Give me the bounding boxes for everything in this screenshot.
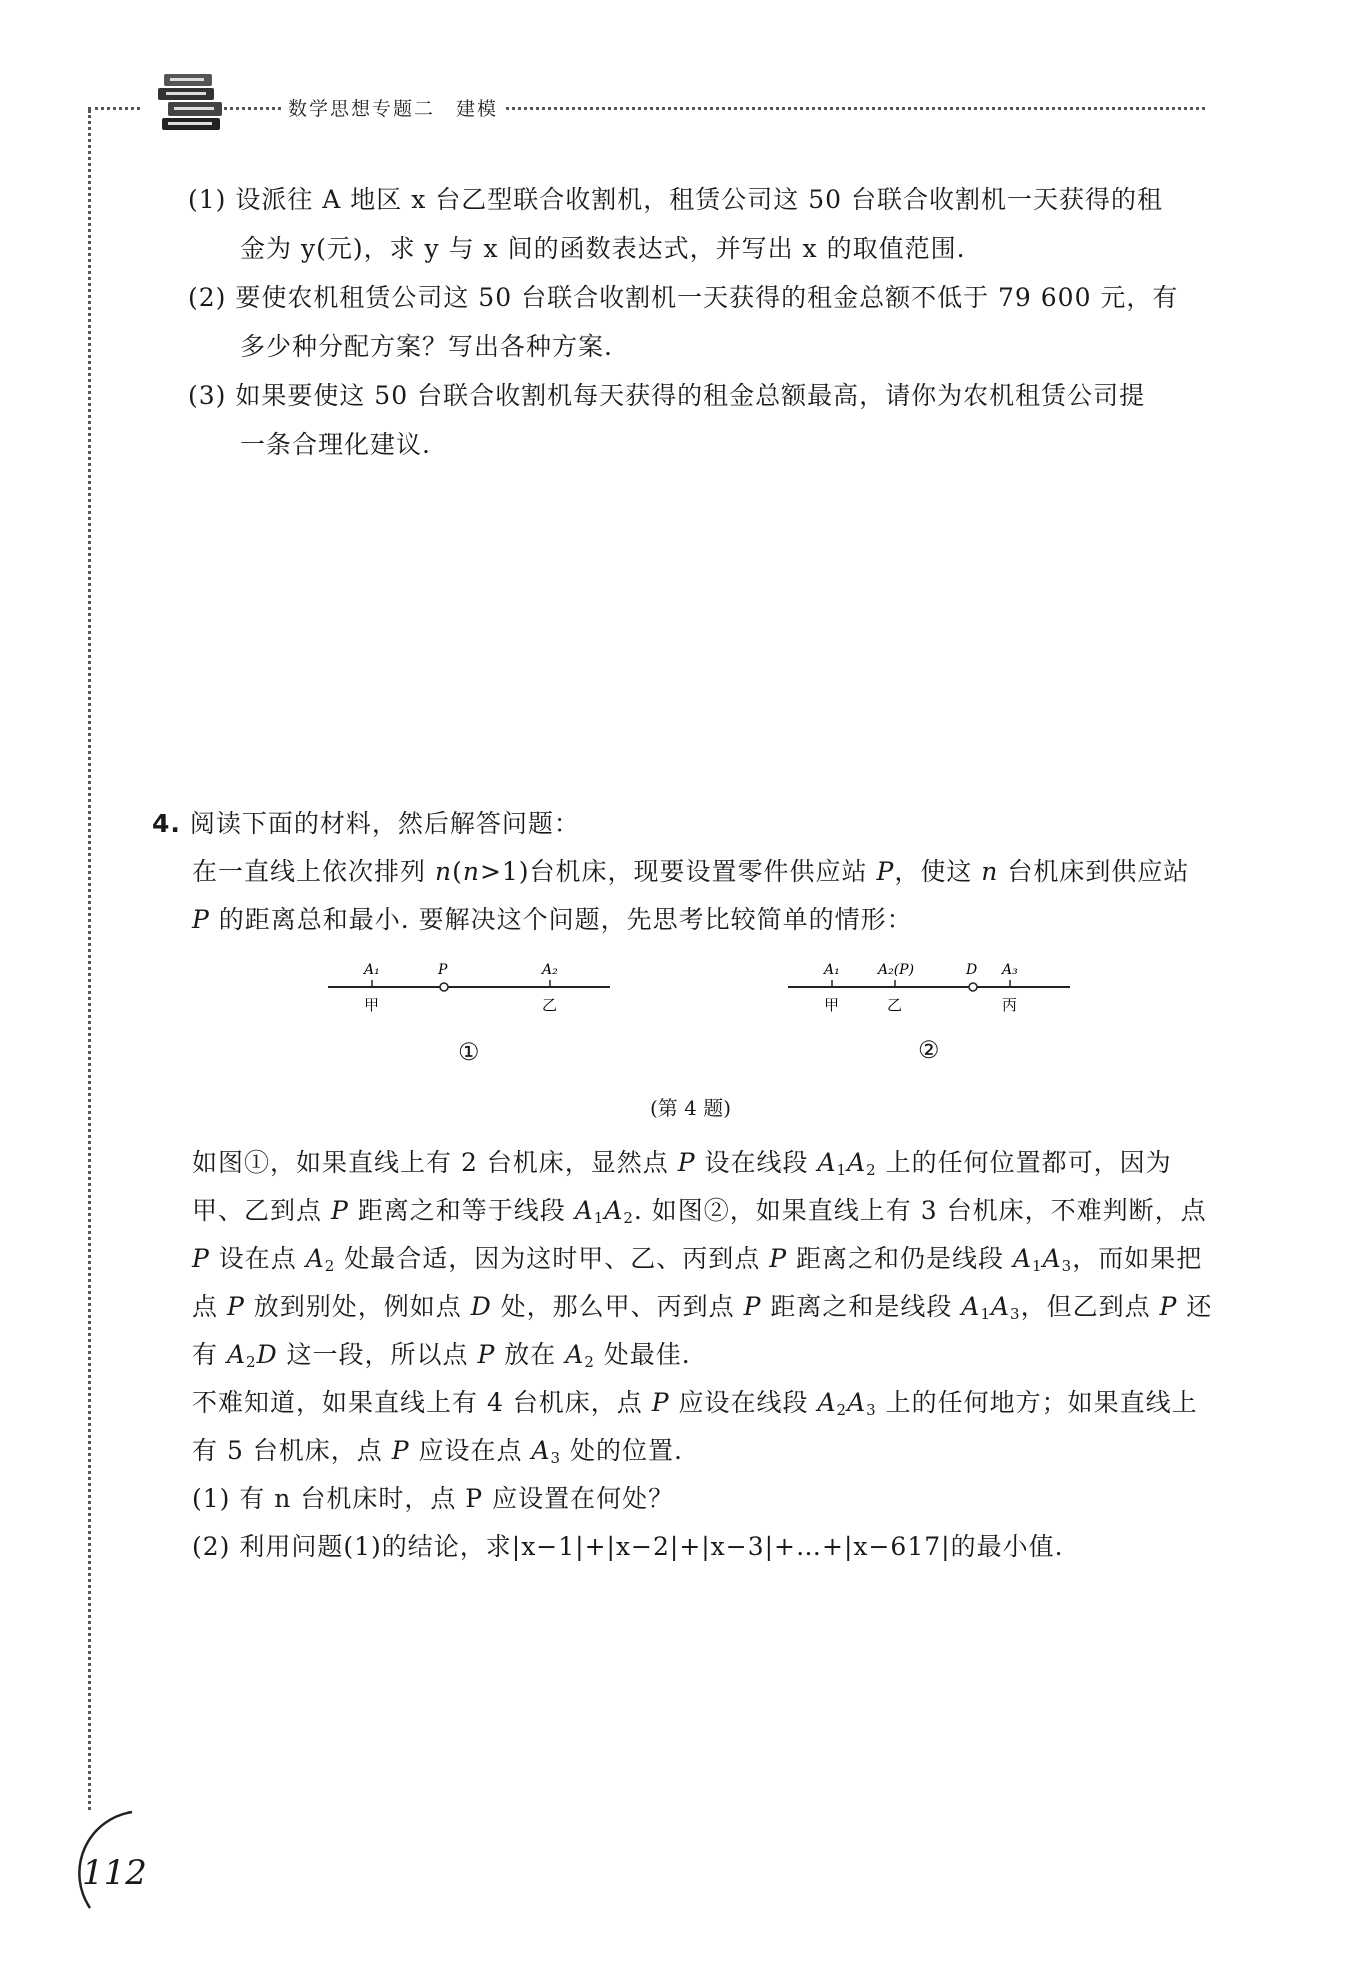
q4-number: 4. <box>152 809 181 838</box>
q4-question-2: (2) 利用问题(1)的结论，求|x−1|+|x−2|+|x−3|+…+|x−617|的最小值. <box>192 1532 1064 1561</box>
q4-material-line1: 在一直线上依次排列 n(n>1)台机床，现要设置零件供应站 P，使这 n 台机床到供应站 <box>192 857 1190 886</box>
fig1-label-a2: A₂ <box>542 962 558 978</box>
page-number: 112 <box>82 1853 147 1893</box>
q4-explain-line5: 有 $A_2D$ 这一段，所以点 P 放在 $A_2$ 处最佳. <box>192 1340 691 1371</box>
fig1-point-p <box>440 983 448 991</box>
q4-heading <box>152 807 580 841</box>
frame-dotted-line-left <box>88 110 91 1810</box>
figure-1-label: ① <box>458 1038 480 1066</box>
fig2-place-yi: 乙 <box>887 996 903 1014</box>
fig2-place-jia: 甲 <box>824 996 840 1014</box>
fig2-label-a1: A₁ <box>824 962 840 978</box>
q3-part2-line1: (2) 要使农机租赁公司这 50 台联合收割机一天获得的租金总额不低于 79 600 元，有 <box>188 283 1179 312</box>
q4-explain-line3: P 设在点 $A_2$ 处最合适，因为这时甲、乙、丙到点 P 距离之和仍是线段 $A_1A_3$，而如果把 <box>192 1244 1203 1275</box>
q4-explain-line1: 如图①，如果直线上有 2 台机床，显然点 P 设在线段 $A_1A_2$ 上的任何位置都可，因为 <box>192 1148 1172 1179</box>
fig2-point-d <box>969 983 977 991</box>
figure-1-diagram <box>320 955 620 1025</box>
q4-explain-line4: 点 P 放到别处，例如点 D 处，那么甲、丙到点 P 距离之和是线段 $A_1A_3$，但乙到点 P 还 <box>192 1292 1213 1323</box>
q4-question-1: (1) 有 n 台机床时，点 P 应设置在何处？ <box>192 1484 675 1513</box>
q3-part1-line1: (1) 设派往 A 地区 x 台乙型联合收割机，租赁公司这 50 台联合收割机一天获得的租 <box>188 185 1164 214</box>
q3-part2-line2: 多少种分配方案？写出各种方案. <box>240 332 613 361</box>
fig1-place-jia: 甲 <box>364 996 380 1014</box>
q3-part3-line1: (3) 如果要使这 50 台联合收割机每天获得的租金总额最高，请你为农机租赁公司提 <box>188 381 1146 410</box>
fig1-label-p: P <box>438 962 448 978</box>
figure-2-label: ② <box>918 1036 940 1064</box>
frame-dotted-line-top-left <box>88 107 140 110</box>
book-stack-icon <box>140 62 240 142</box>
fig2-label-a2p: A₂(P) <box>878 962 915 978</box>
q4-explain-line7: 有 5 台机床，点 P 应设在点 $A_3$ 处的位置. <box>192 1436 683 1467</box>
q4-explain-line6: 不难知道，如果直线上有 4 台机床，点 P 应设在线段 $A_2A_3$ 上的任何地方；如果直线上 <box>192 1388 1198 1419</box>
fig1-place-yi: 乙 <box>542 996 558 1014</box>
fig1-label-a1: A₁ <box>364 962 380 978</box>
q3-part3-line2: 一条合理化建议. <box>240 430 431 459</box>
fig2-place-bing: 丙 <box>1002 996 1018 1014</box>
q4-intro: 阅读下面的材料，然后解答问题： <box>189 809 580 838</box>
figure-2-diagram <box>780 955 1080 1025</box>
q3-part1-line2: 金为 y(元)，求 y 与 x 间的函数表达式，并写出 x 的取值范围. <box>240 234 966 263</box>
figure-caption: (第 4 题) <box>650 1096 732 1120</box>
q4-explain-line2: 甲、乙到点 P 距离之和等于线段 $A_1A_2$. 如图②，如果直线上有 3 台机床，不难判断，点 <box>192 1196 1207 1227</box>
fig2-label-d: D <box>966 962 978 978</box>
q4-material-line2: P 的距离总和最小. 要解决这个问题，先思考比较简单的情形： <box>192 905 913 934</box>
running-header: 数学思想专题二 建模 <box>282 94 504 121</box>
fig2-label-a3: A₃ <box>1002 962 1018 978</box>
